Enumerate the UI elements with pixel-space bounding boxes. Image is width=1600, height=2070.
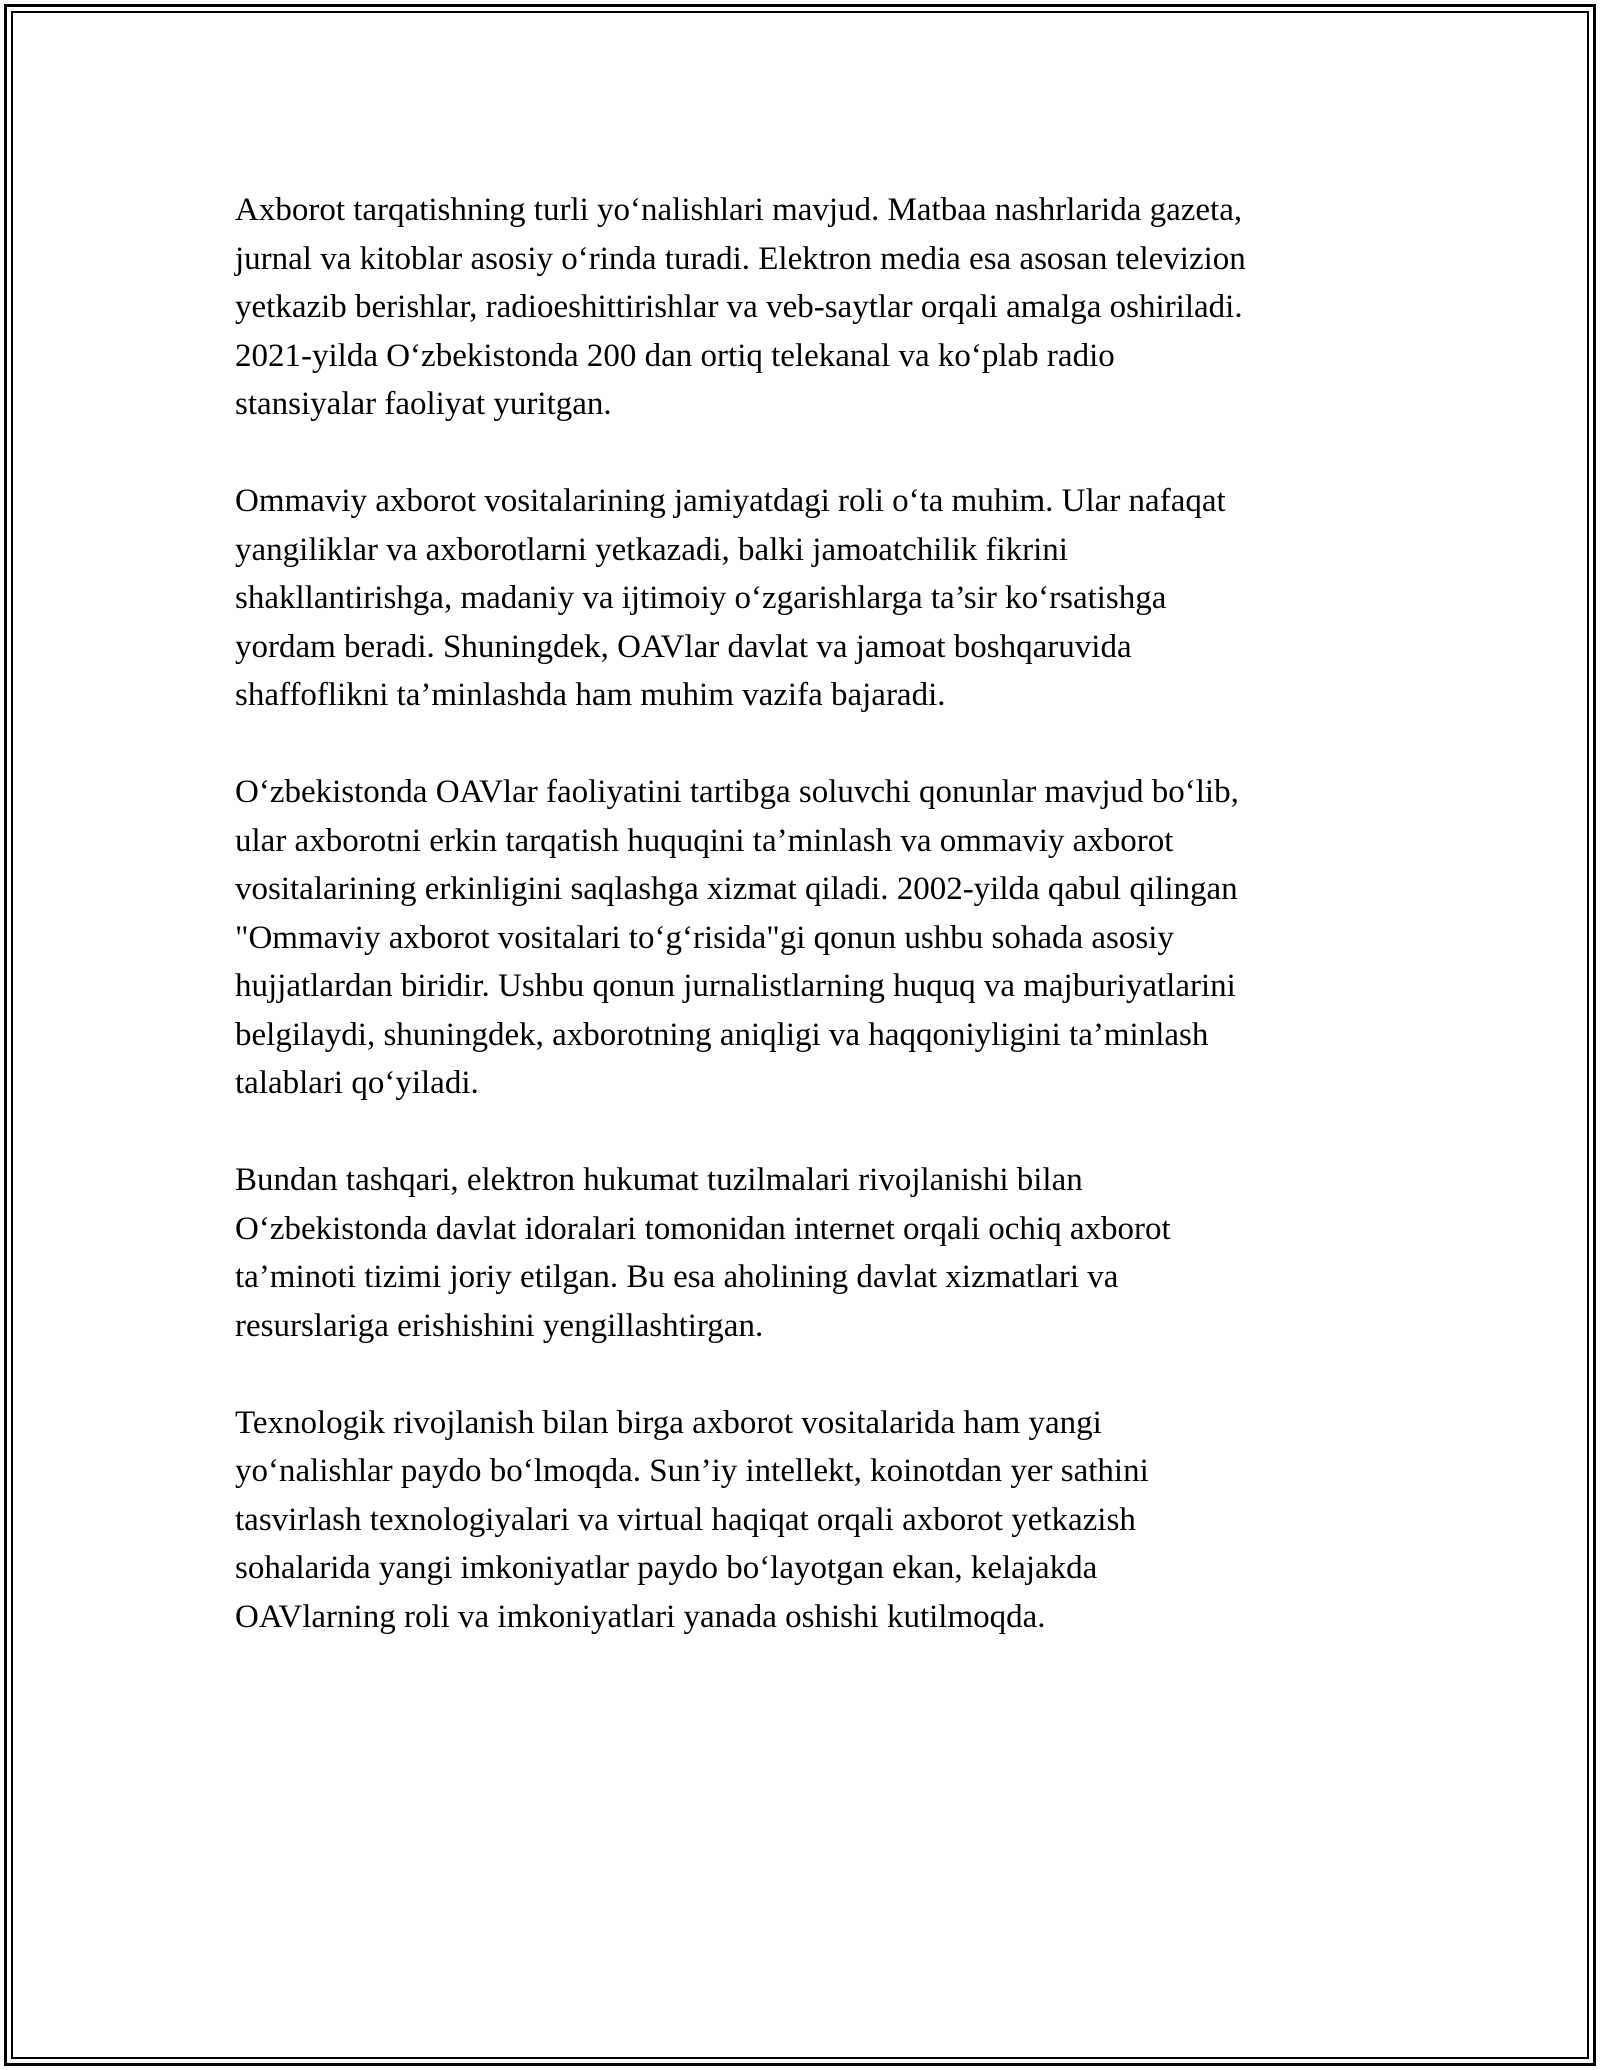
text-line: jurnal va kitoblar asosiy o‘rinda turadi. Elektron media esa asosan televizion <box>235 240 1246 277</box>
text-line: O‘zbekistonda OAVlar faoliyatini tartibga soluvchi qonunlar mavjud bo‘lib, <box>235 774 1239 810</box>
text-line: yangiliklar va axborotlarni yetkazadi, balki jamoatchilik fikrini <box>235 531 1068 568</box>
paragraph-media-types <box>235 186 1385 429</box>
paragraph-e-government <box>235 1156 1385 1350</box>
paragraph-media-law <box>235 768 1385 1108</box>
text-line: shakllantirishga, madaniy va ijtimoiy o‘zgarishlarga ta’sir ko‘rsatishga <box>235 580 1167 616</box>
text-line: ular axborotni erkin tarqatish huquqini ta’minlash va ommaviy axborot <box>235 822 1174 859</box>
text-line: O‘zbekistonda davlat idoralari tomonidan internet orqali ochiq axborot <box>235 1210 1171 1247</box>
text-line: talablari qo‘yiladi. <box>235 1065 479 1101</box>
text-line: sohalarida yangi imkoniyatlar paydo bo‘layotgan ekan, kelajakda <box>235 1550 1098 1586</box>
text-line: hujjatlardan biridir. Ushbu qonun jurnalistlarning huquq va majburiyatlarini <box>235 968 1236 1004</box>
text-line: OAVlarning roli va imkoniyatlari yanada oshishi kutilmoqda. <box>235 1598 1046 1635</box>
text-line: shaffoflikni ta’minlashda ham muhim vazifa bajaradi. <box>235 677 946 713</box>
document-body <box>235 186 1385 1690</box>
text-line: Ommaviy axborot vositalarining jamiyatdagi roli o‘ta muhim. Ular nafaqat <box>235 483 1226 519</box>
text-line: Bundan tashqari, elektron hukumat tuzilmalari rivojlanishi bilan <box>235 1162 1083 1198</box>
text-line: yo‘nalishlar paydo bo‘lmoqda. Sun’iy intellekt, koinotdan yer sathini <box>235 1453 1149 1489</box>
text-line: tasvirlash texnologiyalari va virtual haqiqat orqali axborot yetkazish <box>235 1501 1136 1538</box>
text-line: Axborot tarqatishning turli yo‘nalishlari mavjud. Matbaa nashrlarida gazeta, <box>235 192 1243 228</box>
text-line: yetkazib berishlar, radioeshittirishlar va veb-saytlar orqali amalga oshiriladi. <box>235 289 1243 325</box>
text-line: Texnologik rivojlanish bilan birga axborot vositalarida ham yangi <box>235 1404 1102 1441</box>
text-line: yordam beradi. Shuningdek, OAVlar davlat va jamoat boshqaruvida <box>235 628 1132 665</box>
text-line: "Ommaviy axborot vositalari to‘g‘risida"gi qonun ushbu sohada asosiy <box>235 919 1174 956</box>
text-line: resurslariga erishishini yengillashtirgan. <box>235 1307 764 1344</box>
paragraph-technology <box>235 1399 1385 1642</box>
text-line: ta’minoti tizimi joriy etilgan. Bu esa aholining davlat xizmatlari va <box>235 1259 1119 1295</box>
paragraph-media-role <box>235 477 1385 720</box>
text-line: 2021-yilda O‘zbekistonda 200 dan ortiq telekanal va ko‘plab radio <box>235 337 1115 374</box>
text-line: vositalarining erkinligini saqlashga xizmat qiladi. 2002-yilda qabul qilingan <box>235 871 1238 907</box>
text-line: belgilaydi, shuningdek, axborotning aniqligi va haqqoniyligini ta’minlash <box>235 1016 1209 1053</box>
text-line: stansiyalar faoliyat yuritgan. <box>235 386 612 422</box>
